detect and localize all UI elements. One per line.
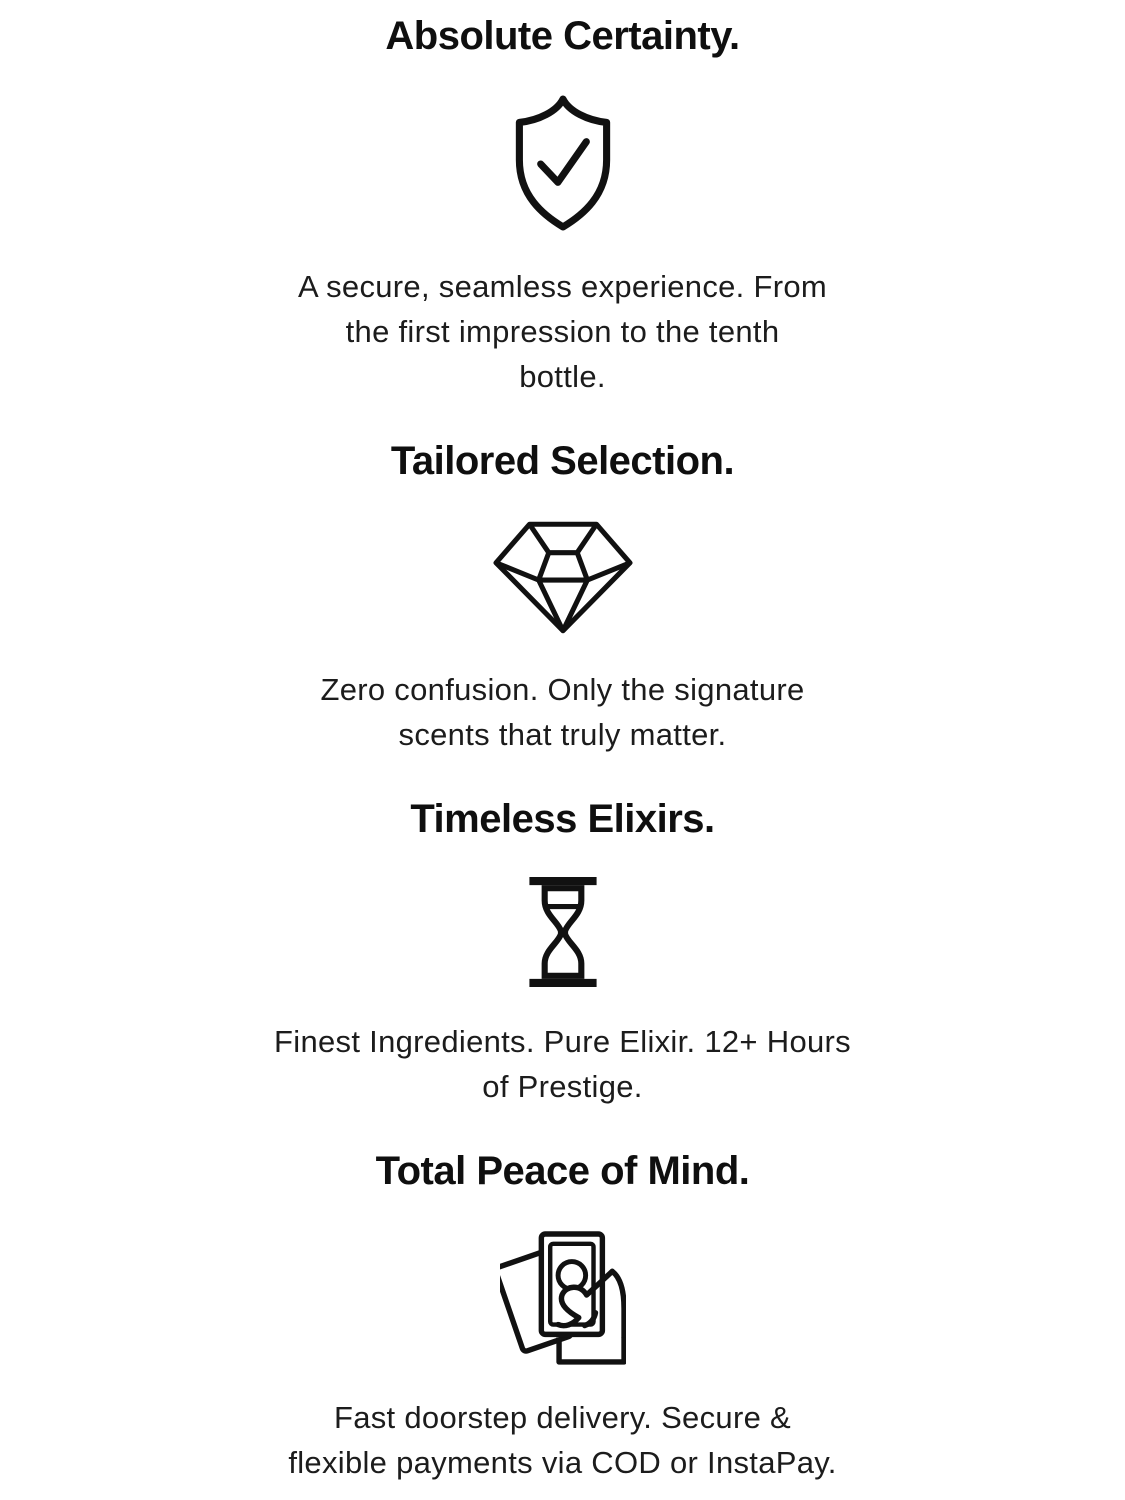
benefit-absolute-certainty [0,14,1125,399]
benefit-total-peace-of-mind [0,1149,1125,1485]
hourglass-icon [0,875,1125,989]
description-line: of Prestige. [482,1069,643,1104]
diamond-icon [0,517,1125,637]
benefit-description [0,264,1125,399]
description-line: the first impression to the tenth [345,314,780,349]
benefit-description [0,667,1125,757]
benefit-heading: Timeless Elixirs. [410,797,715,841]
description-line: Finest Ingredients. Pure Elixir. 12+ Hours [274,1024,851,1059]
description-line: flexible payments via COD or InstaPay. [288,1445,837,1480]
shield-check-icon [0,92,1125,234]
benefit-heading: Tailored Selection. [390,439,735,483]
description-line: Zero confusion. Only the signature [320,672,805,707]
benefit-description [0,1019,1125,1109]
benefit-tailored-selection [0,439,1125,757]
cash-payment-icon [0,1227,1125,1365]
benefit-heading: Absolute Certainty. [385,14,740,58]
benefit-timeless-elixirs [0,797,1125,1109]
benefit-description [0,1395,1125,1485]
benefit-heading: Total Peace of Mind. [375,1149,750,1193]
description-line: Fast doorstep delivery. Secure & [333,1400,791,1435]
description-line: bottle. [519,359,606,394]
description-line: A secure, seamless experience. From [297,269,828,304]
description-line: scents that truly matter. [398,717,727,752]
